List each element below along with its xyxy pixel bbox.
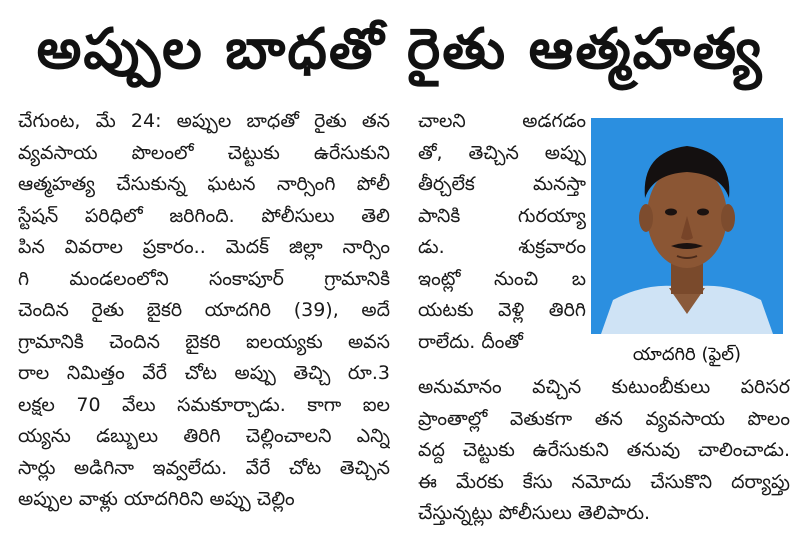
article-line: పిన వివరాల ప్రకారం.. మెదక్ జిల్లా నార్సిం (18, 236, 390, 258)
article-column-left (18, 106, 390, 516)
article-line: గి మండలంలోని సంకాపూర్ గ్రామానికి (18, 267, 390, 290)
article-line: లక్షల 70 వేలు సమకూర్చాడు. కాగా ఐల (18, 393, 390, 416)
article-line: వ్యవసాయ పొలంలో చెట్టుకు ఉరేసుకుని (18, 141, 390, 164)
article-column-right-bottom (418, 372, 790, 530)
article-line: డు. శుక్రవారం (418, 236, 586, 258)
article-line: చాలని అడగడం (418, 110, 586, 132)
article-line: సార్లు అడిగినా ఇవ్వలేదు. వేరే చోట తెచ్చిన (18, 456, 390, 479)
article-line: య్యను డబ్బులు తిరిగి చెల్లించాలని ఎన్ని (18, 425, 390, 447)
article-line: రాల నిమిత్తం వేరే చోట అప్పు తెచ్చి రూ.3 (18, 362, 390, 384)
article-line: తీర్చలేక మనస్తా (418, 173, 586, 195)
article-line: ఆత్మహత్య చేసుకున్న ఘటన నార్సింగి పోలీ (18, 173, 390, 195)
article-line: వద్ద చెట్టుకు ఉరేసుకుని తనువు చాలించాడు. (418, 439, 790, 461)
article-line: పానికి గురయ్యా (418, 204, 586, 227)
article-line: ప్రాంతాల్లో వెతుకగా తన వ్యవసాయ పొలం (418, 407, 790, 430)
article-line: అనుమానం వచ్చిన కుటుంబీకులు పరిసర (418, 376, 790, 398)
article-line: చేగుంట, మే 24: అప్పుల బాధతో రైతు తన (18, 110, 390, 132)
article-line: అప్పుల వాళ్లు యాదగిరిని అప్పు చెల్లిం (18, 488, 295, 510)
article-line: తో, తెచ్చిన అప్పు (418, 141, 586, 164)
farmer-photo (591, 118, 783, 334)
article-column-right-top (418, 106, 586, 358)
article-line: స్టేషన్ పరిధిలో జరిగింది. పోలీసులు తెలి (18, 204, 390, 227)
photo-caption: యాదగిరి (ఫైల్) (632, 344, 742, 365)
article-line: ఈ మేరకు కేసు నమోదు చేసుకొని దర్యాప్తు (418, 470, 790, 493)
headline: అప్పుల బాధతో రైతు ఆత్మహత్య (36, 17, 764, 82)
article-line: చెందిన రైతు బైకరి యాదగిరి (39), అదే (18, 299, 390, 321)
article-line: గ్రామానికి చెందిన బైకరి ఐలయ్యకు అవస (18, 330, 390, 353)
article-line: యటకు వెళ్లి తిరిగి (418, 299, 586, 321)
article-line: రాలేదు. దీంతో (418, 330, 523, 353)
article-line: ఇంట్లో నుంచి బ (418, 267, 586, 290)
article-line: చేస్తున్నట్లు పోలీసులు తెలిపారు. (418, 502, 651, 524)
